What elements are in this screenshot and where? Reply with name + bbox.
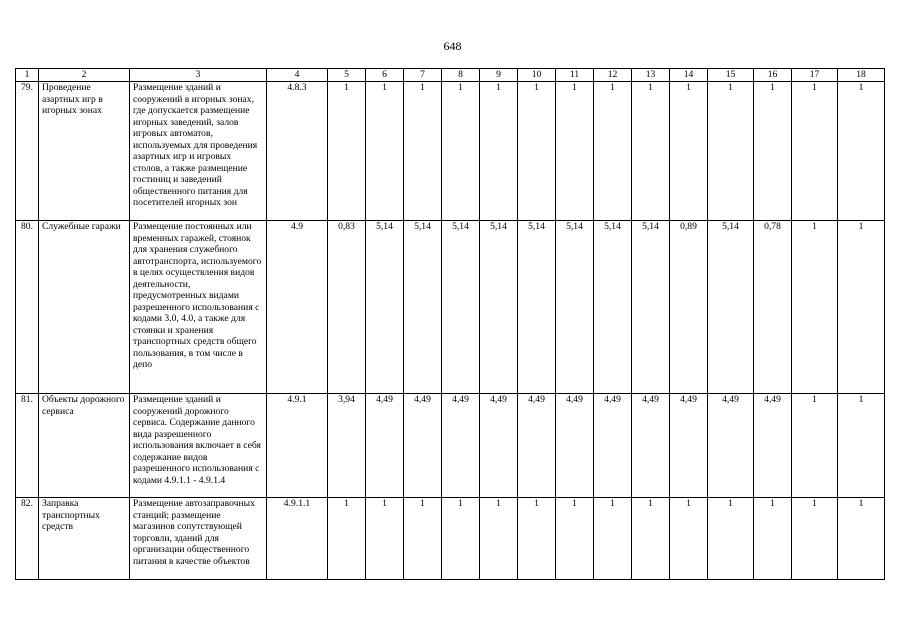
- table-cell: 1: [328, 498, 366, 580]
- table-cell: 1: [838, 498, 885, 580]
- table-row: [16, 82, 885, 221]
- table-cell: 1: [442, 498, 480, 580]
- table-cell: 1: [594, 82, 632, 221]
- column-header: 4: [267, 69, 328, 82]
- land-use-name: Объекты дорожного сервиса: [39, 394, 130, 498]
- table-cell: 4,49: [670, 394, 708, 498]
- table-cell: 1: [404, 82, 442, 221]
- table-cell: 1: [838, 82, 885, 221]
- land-use-description: Размещение автозаправочных станций; размещение магазинов сопутствующей торговли, зданий для организации общественного питания в качестве объектов: [130, 498, 267, 580]
- land-use-name: Заправка транспортных средств: [39, 498, 130, 580]
- table-cell: 1: [442, 82, 480, 221]
- table-cell: 1: [792, 498, 838, 580]
- table-cell: 1: [632, 82, 670, 221]
- column-header: 7: [404, 69, 442, 82]
- table-cell: 1: [480, 82, 518, 221]
- land-use-name: Служебные гаражи: [39, 221, 130, 394]
- table-cell: 5,14: [594, 221, 632, 394]
- row-number: 81.: [16, 394, 39, 498]
- table-cell: 5,14: [366, 221, 404, 394]
- table-cell: 5,14: [632, 221, 670, 394]
- row-number: 80.: [16, 221, 39, 394]
- table-cell: 1: [632, 498, 670, 580]
- land-use-description: Размещение зданий и сооружений в игорных зонах, где допускается размещение игорных заведений, залов игровых автоматов, используемых для проведения азартных игр и игровых столов, а также размещение гостиниц и заведений общественного питания для посетителей игорных зон: [130, 82, 267, 221]
- table-cell: 1: [556, 498, 594, 580]
- table-cell: 5,14: [442, 221, 480, 394]
- table-row: [16, 394, 885, 498]
- table-cell: 5,14: [480, 221, 518, 394]
- table-cell: 3,94: [328, 394, 366, 498]
- table-row: [16, 221, 885, 394]
- column-header: 2: [39, 69, 130, 82]
- table-cell: 1: [708, 82, 754, 221]
- table-cell: 4,49: [442, 394, 480, 498]
- table-cell: 4,49: [366, 394, 404, 498]
- table-cell: 1: [518, 82, 556, 221]
- table-cell: 5,14: [708, 221, 754, 394]
- table-cell: 1: [838, 394, 885, 498]
- column-header: 13: [632, 69, 670, 82]
- table-cell: 4,49: [518, 394, 556, 498]
- table-cell: 1: [556, 82, 594, 221]
- table-cell: 1: [838, 221, 885, 394]
- land-use-code: 4.9.1: [267, 394, 328, 498]
- column-header: 11: [556, 69, 594, 82]
- land-use-description: Размещение постоянных или временных гаражей, стоянок для хранения служебного автотранспорта, используемого в целях осуществления видов деятельности, предусмотренных видами разрешенного использования с кодами 3.0, 4.0, а также для стоянки и хранения транспортных средств общего пользования, в том числе в депо: [130, 221, 267, 394]
- land-use-description: Размещение зданий и сооружений дорожного сервиса. Содержание данного вида разрешенного использования включает в себя содержание видов разрешенного использования с кодами 4.9.1.1 - 4.9.1.4: [130, 394, 267, 498]
- column-header: 10: [518, 69, 556, 82]
- column-header: 12: [594, 69, 632, 82]
- table-cell: 5,14: [404, 221, 442, 394]
- table-cell: 0,83: [328, 221, 366, 394]
- row-number: 79.: [16, 82, 39, 221]
- table-cell: 1: [480, 498, 518, 580]
- table-cell: 5,14: [518, 221, 556, 394]
- table-cell: 1: [670, 82, 708, 221]
- table-cell: 1: [328, 82, 366, 221]
- table-cell: 1: [792, 221, 838, 394]
- table-cell: 1: [754, 498, 792, 580]
- land-use-code: 4.9.1.1: [267, 498, 328, 580]
- column-header: 17: [792, 69, 838, 82]
- data-table: [15, 68, 885, 580]
- table-cell: 4,49: [594, 394, 632, 498]
- column-header: 8: [442, 69, 480, 82]
- table-cell: 1: [518, 498, 556, 580]
- table-cell: 1: [594, 498, 632, 580]
- page-number: 648: [443, 39, 462, 53]
- land-use-code: 4.8.3: [267, 82, 328, 221]
- table-cell: 0,78: [754, 221, 792, 394]
- table-cell: 1: [366, 498, 404, 580]
- column-header: 14: [670, 69, 708, 82]
- table-cell: 4,49: [754, 394, 792, 498]
- header-row: [16, 69, 885, 82]
- land-use-code: 4.9: [267, 221, 328, 394]
- table-cell: 4,49: [556, 394, 594, 498]
- column-header: 15: [708, 69, 754, 82]
- table-cell: 4,49: [708, 394, 754, 498]
- table-cell: 4,49: [632, 394, 670, 498]
- column-header: 1: [16, 69, 39, 82]
- column-header: 16: [754, 69, 792, 82]
- table-cell: 4,49: [480, 394, 518, 498]
- table-cell: 1: [792, 82, 838, 221]
- column-header: 18: [838, 69, 885, 82]
- table-row: [16, 498, 885, 580]
- column-header: 3: [130, 69, 267, 82]
- column-header: 9: [480, 69, 518, 82]
- column-header: 5: [328, 69, 366, 82]
- column-header: 6: [366, 69, 404, 82]
- table-cell: 1: [404, 498, 442, 580]
- land-use-name: Проведение азартных игр в игорных зонах: [39, 82, 130, 221]
- table-cell: 1: [754, 82, 792, 221]
- table-cell: 1: [366, 82, 404, 221]
- table-cell: 1: [708, 498, 754, 580]
- table-cell: 5,14: [556, 221, 594, 394]
- table-cell: 4,49: [404, 394, 442, 498]
- table-cell: 0,89: [670, 221, 708, 394]
- table-cell: 1: [792, 394, 838, 498]
- row-number: 82.: [16, 498, 39, 580]
- table-cell: 1: [670, 498, 708, 580]
